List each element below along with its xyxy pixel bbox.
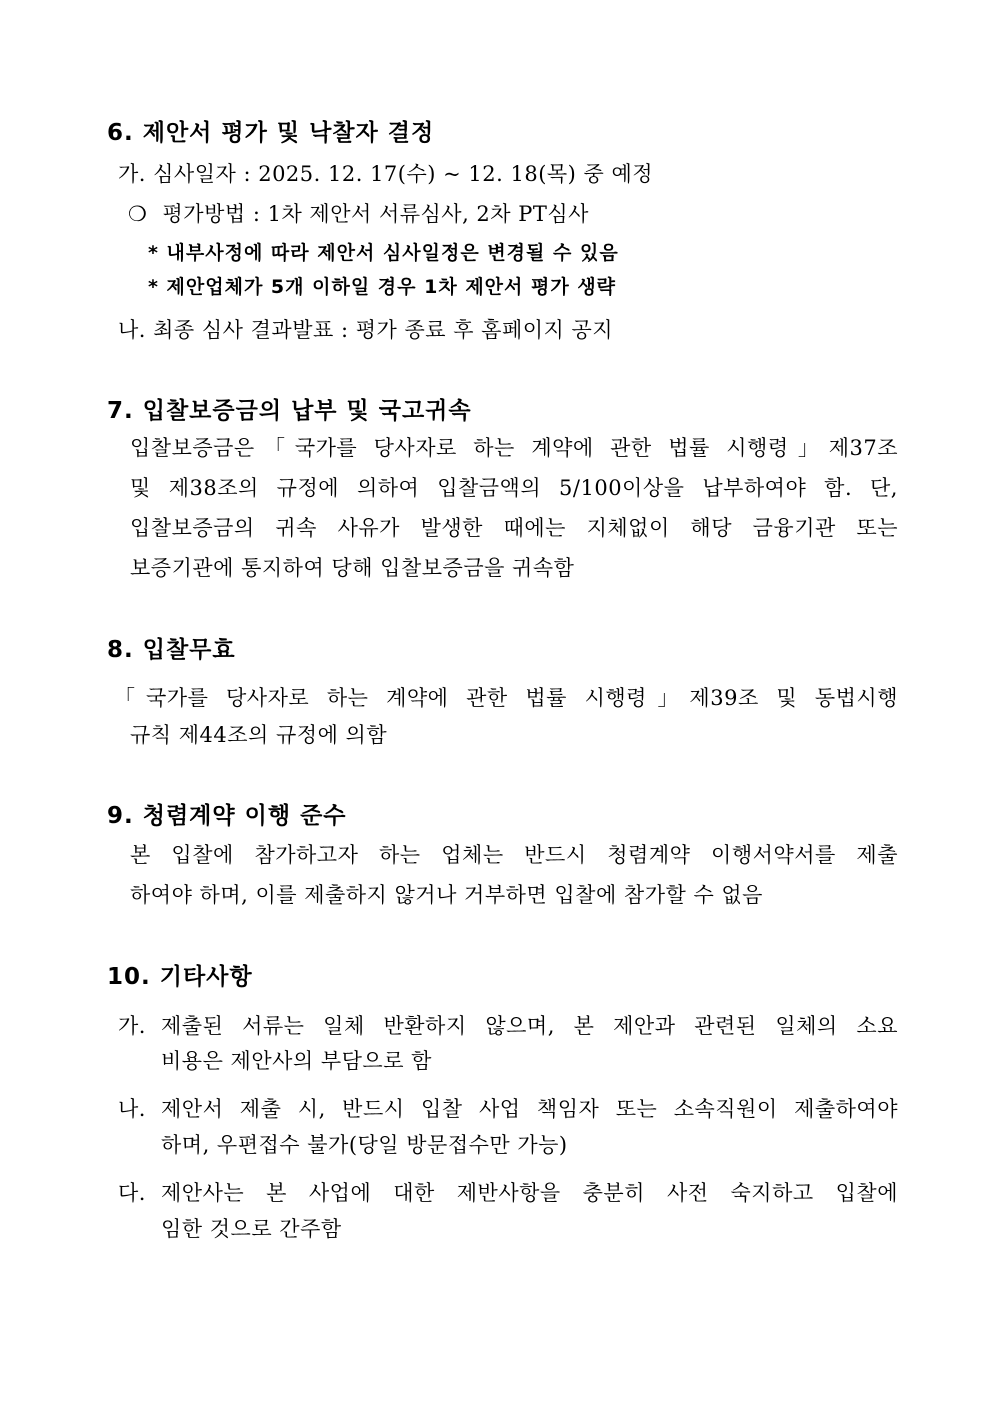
section-10-item-ga-line-1: 제출된 서류는 일체 반환하지 않으며, 본 제안과 관련된 일체의 소요 — [161, 1014, 898, 1038]
section-6-bullet — [128, 198, 589, 228]
section-8-line-2: 규칙 제44조의 규정에 의함 — [130, 723, 388, 747]
section-8-heading: 8. 입찰무효 — [107, 637, 236, 663]
section-7-heading: 7. 입찰보증금의 납부 및 국고귀속 — [107, 398, 472, 424]
section-6-note-2: * 제안업체가 5개 이하일 경우 1차 제안서 평가 생략 — [148, 276, 617, 298]
circle-bullet-icon: ❍ — [128, 202, 148, 226]
section-7-line-4: 보증기관에 통지하여 당해 입찰보증금을 귀속함 — [130, 556, 575, 580]
section-6-bullet-text: 평가방법 : 1차 제안서 서류심사, 2차 PT심사 — [162, 202, 589, 226]
section-8-line-1: 「국가를 당사자로 하는 계약에 관한 법률 시행령」제39조 및 동법시행 — [114, 686, 898, 710]
section-9-line-1: 본 입찰에 참가하고자 하는 업체는 반드시 청렴계약 이행서약서를 제출 — [130, 843, 898, 867]
section-10-item-da-line-2: 임한 것으로 간주함 — [161, 1217, 342, 1241]
section-6-item-ga: 가. 심사일자 : 2025. 12. 17(수) ~ 12. 18(목) 중 예정 — [118, 162, 654, 186]
section-6-note-1: * 내부사정에 따라 제안서 심사일정은 변경될 수 있음 — [148, 242, 619, 264]
section-9-line-2: 하여야 하며, 이를 제출하지 않거나 거부하면 입찰에 참가할 수 없음 — [130, 883, 763, 907]
section-10-item-ga-line-2: 비용은 제안사의 부담으로 함 — [161, 1049, 432, 1073]
section-10-item-na-line-1: 제안서 제출 시, 반드시 입찰 사업 책임자 또는 소속직원이 제출하여야 — [161, 1097, 898, 1121]
section-10-item-ga-label: 가. — [118, 1014, 146, 1038]
section-10-item-na-label: 나. — [118, 1097, 146, 1121]
section-7-line-2: 및 제38조의 규정에 의하여 입찰금액의 5/100이상을 납부하여야 함. 단, — [130, 476, 898, 500]
section-9-heading: 9. 청렴계약 이행 준수 — [107, 803, 347, 829]
section-7-line-1: 입찰보증금은「국가를 당사자로 하는 계약에 관한 법률 시행령」제37조 — [130, 436, 898, 460]
section-10-item-na-line-2: 하며, 우편접수 불가(당일 방문접수만 가능) — [161, 1133, 568, 1157]
section-10-item-da-label: 다. — [118, 1181, 146, 1205]
section-10-item-da-line-1: 제안사는 본 사업에 대한 제반사항을 충분히 사전 숙지하고 입찰에 — [161, 1181, 898, 1205]
section-7-line-3: 입찰보증금의 귀속 사유가 발생한 때에는 지체없이 해당 금융기관 또는 — [130, 516, 898, 540]
section-6-item-na: 나. 최종 심사 결과발표 : 평가 종료 후 홈페이지 공지 — [118, 318, 614, 342]
section-6-heading: 6. 제안서 평가 및 낙찰자 결정 — [107, 120, 435, 146]
section-10-heading: 10. 기타사항 — [107, 964, 253, 990]
